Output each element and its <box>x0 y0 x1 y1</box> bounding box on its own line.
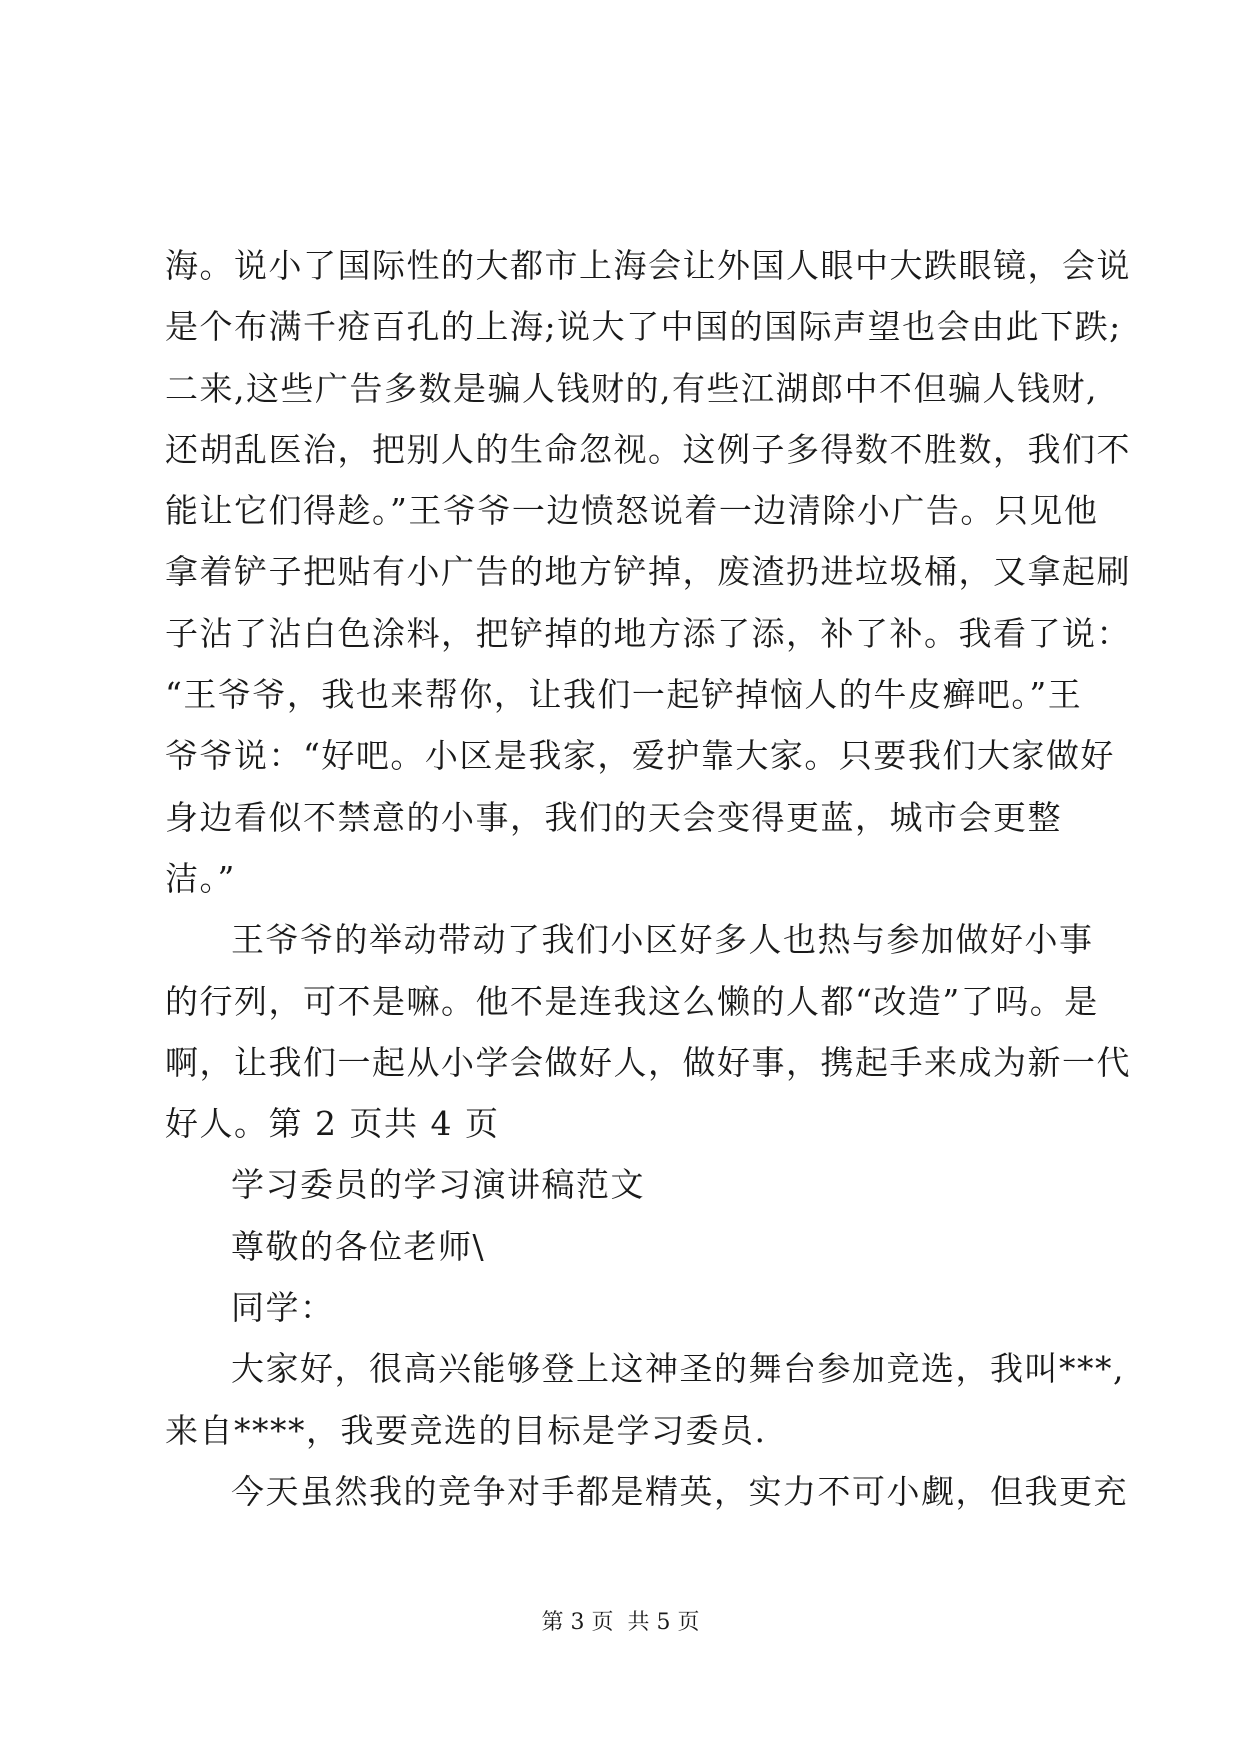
page-number-footer: 第 3 页 共 5 页 <box>541 1610 700 1635</box>
body-line: 拿着铲子把贴有小广告的地方铲掉，废渣扔进垃圾桶，又拿起刷 <box>165 552 1131 592</box>
body-line: 二来,这些广告多数是骗人钱财的,有些江湖郎中不但骗人钱财, <box>165 368 1098 408</box>
body-line: 是个布满千疮百孔的上海;说大了中国的国际声望也会由此下跌; <box>165 307 1122 347</box>
salutation-line: 同学： <box>231 1288 335 1328</box>
body-line: 的行列，可不是嘛。他不是连我这么懒的人都“改造”了吗。是 <box>165 981 1099 1021</box>
body-line: 子沾了沾白色涂料，把铲掉的地方添了添，补了补。我看了说： <box>165 613 1131 653</box>
body-line: 海。说小了国际性的大都市上海会让外国人眼中大跌眼镜，会说 <box>165 246 1131 285</box>
paragraph-start-line: 今天虽然我的竞争对手都是精英，实力不可小觑，但我更充 <box>231 1471 1128 1511</box>
body-line: 爷爷说：“好吧。小区是我家，爱护靠大家。只要我们大家做好 <box>165 736 1115 776</box>
body-line: 还胡乱医治，把别人的生命忽视。这例子多得数不胜数，我们不 <box>165 429 1131 469</box>
paragraph-start-line: 大家好，很高兴能够登上这神圣的舞台参加竞选，我叫***, <box>231 1349 1125 1389</box>
paragraph-start-line: 王爷爷的举动带动了我们小区好多人也热与参加做好小事 <box>231 920 1094 960</box>
body-line: 来自****，我要竞选的目标是学习委员. <box>165 1410 767 1450</box>
document-body <box>165 235 1131 1522</box>
body-line: 好人。第 2 页共 4 页 <box>165 1104 500 1144</box>
section-title: 学习委员的学习演讲稿范文 <box>231 1165 645 1205</box>
body-line: 洁。” <box>165 858 236 898</box>
body-line: “王爷爷，我也来帮你，让我们一起铲掉恼人的牛皮癣吧。”王 <box>165 675 1083 715</box>
body-line: 能让它们得趁。”王爷爷一边愤怒说着一边清除小广告。只见他 <box>165 491 1099 531</box>
body-line: 啊，让我们一起从小学会做好人，做好事，携起手来成为新一代 <box>165 1042 1131 1082</box>
body-line: 身边看似不禁意的小事，我们的天会变得更蓝，城市会更整 <box>165 797 1062 837</box>
salutation-line: 尊敬的各位老师\ <box>231 1226 486 1266</box>
